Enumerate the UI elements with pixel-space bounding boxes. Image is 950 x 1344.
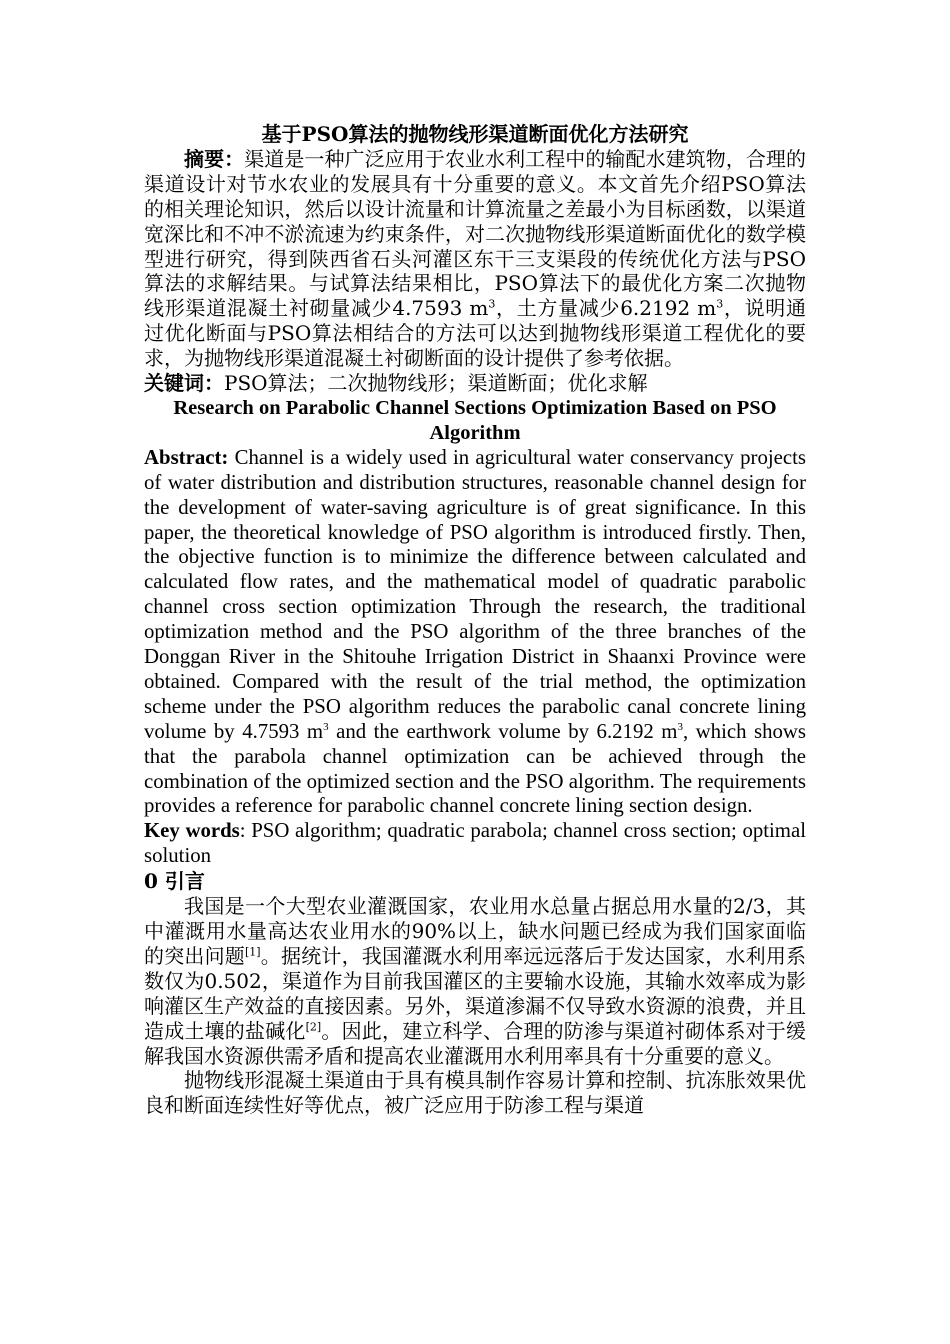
abstract-chinese-text-2: ，土方量减少6.2192 m xyxy=(495,296,717,321)
abstract-chinese xyxy=(144,147,806,371)
citation-ref-1: [1] xyxy=(245,945,261,959)
paper-page xyxy=(144,122,806,1118)
title-english: Research on Parabolic Channel Sections Optimization Based on PSO Algorithm xyxy=(173,396,777,444)
abstract-chinese-text-3: ，说明通过优化断面与PSO算法相结合的方法可以达到抛物线形渠道工程优化的要求，为抛物线形渠道混凝土衬砌断面的设计提供了参考依据。 xyxy=(144,296,806,371)
superscript-3: 3 xyxy=(716,297,724,311)
abstract-english-text-2: and the earthwork volume by 6.2192 m xyxy=(328,719,678,743)
abstract-english-text-1: Channel is a widely used in agricultural water conservancy projects of water distribution and distribution structures, reasonable channel design for the development of water-saving agriculture is of great significance. In this paper, the theoretical knowledge of PSO algorithm is introduced firstly. Then, the objective function is to minimize the difference between calculated and calculated flow rates, and the mathematical model of quadratic parabolic channel cross section optimization Through the research, the traditional optimization method and the PSO algorithm of the three branches of the Donggan River in the Shitouhe Irrigation District in Shaanxi Province were obtained. Compared with the result of the trial method, the optimization scheme under the PSO algorithm reduces the parabolic canal concrete lining volume by 4.7593 m xyxy=(144,445,806,743)
abstract-english-text-3: , which shows that the parabola channel optimization can be achieved through the combination of the optimized section and the PSO algorithm. The requirements provides a reference for parabolic channel concrete lining section design. xyxy=(144,719,806,818)
title-chinese: 基于PSO算法的抛物线形渠道断面优化方法研究 xyxy=(261,122,689,146)
superscript-3: 3 xyxy=(677,720,683,733)
introduction-paragraph-1 xyxy=(144,894,806,1068)
introduction-paragraph-2: 抛物线形混凝土渠道由于具有模具制作容易计算和控制、抗冻胀效果优良和断面连续性好等优点，被广泛应用于防渗工程与渠道 xyxy=(144,1068,806,1118)
citation-ref-2: [2] xyxy=(305,1019,322,1033)
keywords-english-text: : PSO algorithm; quadratic parabola; channel cross section; optimal solution xyxy=(144,819,806,868)
intro-text-3: 。因此，建立科学、合理的防渗与渠道衬砌体系对于缓解我国水资源供需矛盾和提高农业灌溉用水利用率具有十分重要的意义。 xyxy=(144,1018,807,1068)
abstract-english-label: Abstract: xyxy=(144,445,229,469)
abstract-chinese-text-1: 渠道是一种广泛应用于农业水利工程中的输配水建筑物，合理的渠道设计对节水农业的发展具有十分重要的意义。本文首先介绍PSO算法的相关理论知识，然后以设计流量和计算流量之差最小为目标函数，以渠道宽深比和不冲不淤流速为约束条件，对二次抛物线形渠道断面优化的数学模型进行研究，得到陕西省石头河灌区东干三支渠段的传统优化方法与PSO算法的求解结果。与试算法结果相比，PSO算法下的最优化方案二次抛物线形渠道混凝土衬砌量减少4.7593 m xyxy=(144,146,807,321)
abstract-chinese-label: 摘要： xyxy=(184,146,245,171)
abstract-english xyxy=(144,446,806,820)
keywords-chinese-text: PSO算法；二次抛物线形；渠道断面；优化求解 xyxy=(224,371,648,396)
keywords-chinese-label: 关键词： xyxy=(144,371,224,396)
intro-text-1: 我国是一个大型农业灌溉国家，农业用水总量占据总用水量的2/3，其中灌溉用水量高达农业用水的90%以上，缺水问题已经成为我们国家面临的突出问题 xyxy=(144,894,806,968)
superscript-3: 3 xyxy=(488,297,496,311)
superscript-3: 3 xyxy=(323,720,329,733)
section-heading-introduction: 0 引言 xyxy=(144,869,205,894)
intro-text-2: 。据统计，我国灌溉水利用率远远落后于发达国家，水利用系数仅为0.502，渠道作为目前我国灌区的主要输水设施，其输水效率成为影响灌区生产效益的直接因素。另外，渠道渗漏不仅导致水资源的浪费，并且造成土壤的盐碱化 xyxy=(144,943,807,1043)
keywords-chinese xyxy=(144,371,806,396)
keywords-english-label: Key words xyxy=(144,819,240,843)
keywords-english xyxy=(144,819,806,869)
